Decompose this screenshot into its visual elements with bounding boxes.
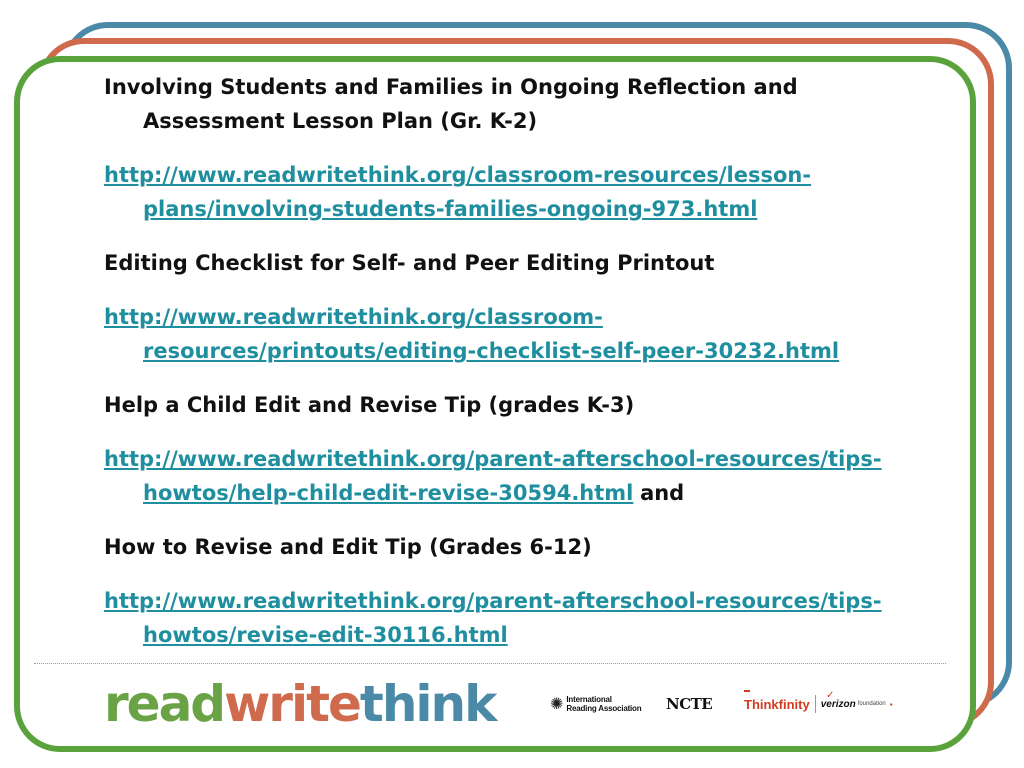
footer bbox=[104, 672, 904, 736]
verizon-foundation-label: foundation bbox=[857, 701, 886, 707]
resource-title: Editing Checklist for Self- and Peer Editing Printout bbox=[104, 251, 715, 275]
resource-link[interactable]: http://www.readwritethink.org/classroom-resources/lesson-plans/involving-students-families-ongoing-973.html bbox=[104, 163, 812, 221]
ncte-logo: NCTE bbox=[666, 695, 713, 713]
ira-logo bbox=[550, 672, 641, 736]
resource-link-row bbox=[104, 158, 924, 226]
verizon-wordmark: verizon bbox=[820, 698, 856, 710]
resource-title: Help a Child Edit and Revise Tip (grades K-3) bbox=[104, 393, 635, 417]
logo-think: think bbox=[359, 675, 496, 733]
trailing-text: and bbox=[640, 481, 685, 505]
verizon-accent-icon: ▪ bbox=[889, 699, 893, 709]
resource-list bbox=[104, 70, 924, 672]
resource-link-row bbox=[104, 300, 924, 368]
logo-separator bbox=[815, 695, 816, 713]
resource-title: Involving Students and Families in Ongoing Reflection and Assessment Lesson Plan (Gr. K-2) bbox=[104, 75, 798, 133]
thinkfinity-wordmark: Thinkfinity bbox=[744, 696, 810, 712]
resource-link-row bbox=[104, 442, 924, 510]
readwritethink-logo bbox=[104, 672, 495, 736]
resource-link[interactable]: http://www.readwritethink.org/classroom-resources/printouts/editing-checklist-self-peer-30232.html bbox=[104, 305, 840, 363]
logo-write: write bbox=[224, 675, 360, 733]
footer-divider bbox=[34, 663, 946, 664]
resource-link[interactable]: http://www.readwritethink.org/parent-afterschool-resources/tips-howtos/revise-edit-30116.html bbox=[104, 589, 882, 647]
resource-title: How to Revise and Edit Tip (Grades 6-12) bbox=[104, 535, 592, 559]
ira-line-2: Reading Association bbox=[566, 704, 642, 713]
ira-flame-icon: ✺ bbox=[550, 696, 564, 713]
thinkfinity-verizon-logo bbox=[744, 672, 893, 736]
logo-read: read bbox=[104, 675, 225, 733]
thinkfinity-mark-icon bbox=[744, 690, 750, 692]
resource-link[interactable]: http://www.readwritethink.org/parent-afterschool-resources/tips-howtos/help-child-edit-revise-30594.html bbox=[104, 447, 882, 505]
ira-line-1: International bbox=[566, 695, 612, 704]
resource-link-row bbox=[104, 584, 924, 652]
verizon-check-icon: ✓ bbox=[826, 690, 835, 701]
